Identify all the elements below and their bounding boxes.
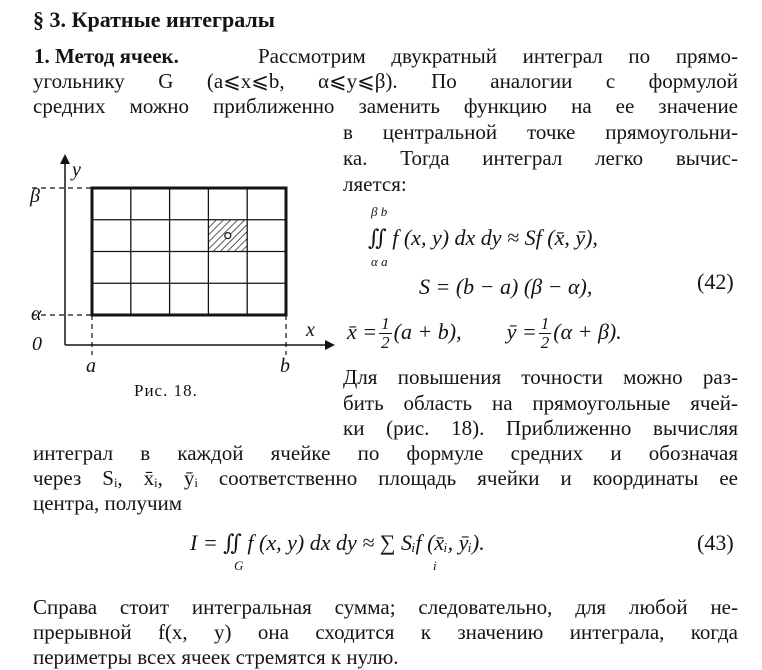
text-line-12: центра, получим <box>33 491 183 515</box>
text-line-1: Рассмотрим двукратный интеграл по прямо- <box>258 44 738 68</box>
equation-number-42: (42) <box>697 269 734 294</box>
text-line-4: в центральной точке прямоугольни- <box>343 120 738 144</box>
text-line-5: ка. Тогда интеграл легко вычис- <box>343 146 738 170</box>
text-line-2: угольнику G (a⩽x⩽b, α⩽y⩽β). По аналогии с формулой <box>33 69 738 93</box>
cell-center-point <box>225 233 231 239</box>
text-line-3: средних можно приближенно заменить функцию на ее значение <box>33 94 738 118</box>
text-line-13: Справа стоит интегральная сумма; следовательно, для любой не- <box>33 595 738 619</box>
formula-integral-approx: ∬ f (x, y) dx dy ≈ Sf (x̄, ȳ), <box>368 225 598 250</box>
text-line-14: прерывной f(x, y) она сходится к значению интеграла, когда <box>33 620 738 644</box>
formula-integral-sum: I = ∬ f (x, y) dx dy ≈ ∑ Sᵢf (x̄ᵢ, ȳᵢ). <box>190 530 485 555</box>
y-axis-arrow-icon <box>60 154 70 164</box>
figure-18 <box>10 150 340 380</box>
label-x: x <box>306 319 315 341</box>
figure-caption: Рис. 18. <box>134 381 198 400</box>
half-fraction-x: $\frac{1}{2}$ <box>381 314 390 353</box>
x-bar-rhs: (a + b), <box>393 319 462 344</box>
section-title: § 3. Кратные интегралы <box>33 7 275 32</box>
label-beta: β <box>30 185 40 207</box>
equation-number-43: (43) <box>697 530 734 555</box>
y-bar-rhs: (α + β). <box>553 319 622 344</box>
x-axis-arrow-icon <box>325 340 335 350</box>
label-y: y <box>72 159 81 181</box>
sum-index: i <box>433 558 437 573</box>
text-line-9: ки (рис. 18). Приближенно вычисляя <box>343 416 738 440</box>
text-line-8: бить область на прямоугольные ячей- <box>343 391 738 415</box>
y-bar-lhs: ȳ = <box>506 319 537 344</box>
label-b: b <box>280 355 290 377</box>
integral-upper-limits: β b <box>371 204 388 219</box>
label-a: a <box>86 355 96 377</box>
cell-grid <box>92 188 286 315</box>
integral-domain-G: G <box>234 558 244 573</box>
text-line-15: периметры всех ячеек стремятся к нулю. <box>33 645 399 669</box>
x-bar-lhs: x̄ = <box>347 319 378 344</box>
formula-centers <box>347 312 622 352</box>
formula-area: S = (b − a) (β − α), <box>419 274 593 299</box>
integral-lower-limits: α a <box>371 254 388 269</box>
subsection-title: 1. Метод ячеек. <box>34 44 179 68</box>
text-line-10: интеграл в каждой ячейке по формуле средних и обозначая <box>33 441 738 465</box>
label-origin: 0 <box>32 333 42 355</box>
text-line-7: Для повышения точности можно раз- <box>343 365 738 389</box>
text-line-11: через Sᵢ, x̄ᵢ, ȳᵢ соответственно площадь ячейки и координаты ее <box>33 466 738 490</box>
label-alpha: α <box>31 303 42 325</box>
half-fraction-y: $\frac{1}{2}$ <box>540 314 550 353</box>
text-line-6: ляется: <box>343 172 407 196</box>
